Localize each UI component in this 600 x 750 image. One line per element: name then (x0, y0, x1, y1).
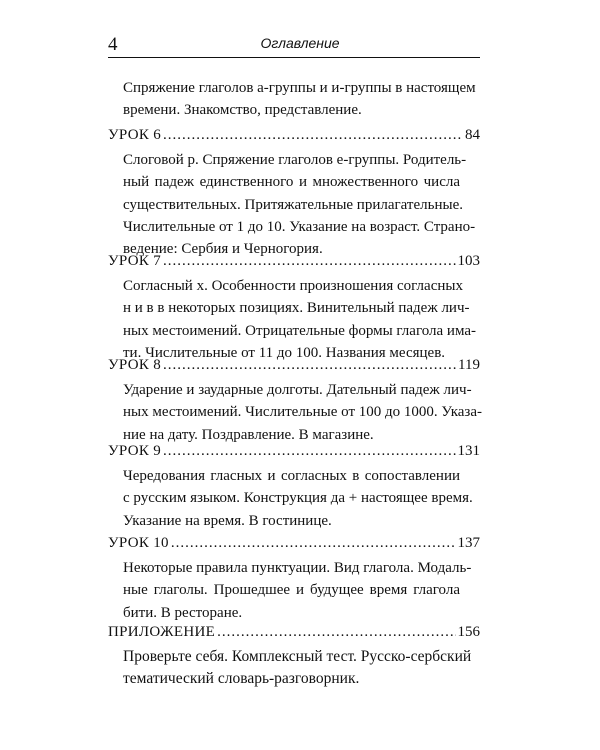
description-line: Чередования гласных и согласных в сопоставлении (123, 468, 460, 484)
dot-leader (163, 253, 455, 270)
header-rule (108, 57, 480, 58)
toc-entry-urok-9 (108, 443, 480, 465)
toc-entry-urok-7 (108, 253, 480, 275)
description-line: Проверьте себя. Комплексный тест. Русско-сербский (123, 648, 472, 665)
entry-page: 119 (458, 357, 480, 373)
description-line: Числительные от 1 до 10. Указание на возраст. Страно- (123, 218, 476, 235)
dot-leader (217, 624, 455, 641)
description-line: ных местоимений. Отрицательные формы глагола има- (123, 322, 476, 339)
entry-page: 84 (465, 127, 480, 143)
description-line: Согласный х. Особенности произношения согласных (123, 278, 463, 294)
entry-label: УРОК 10 (108, 535, 169, 551)
dot-leader (163, 443, 455, 460)
running-title: Оглавление (260, 35, 340, 51)
toc-entry-urok-8 (108, 357, 480, 379)
entry-description (123, 646, 472, 691)
description-line: ных местоимений. Числительные от 100 до 1000. Указа- (123, 404, 482, 421)
entry-label: УРОК 8 (108, 357, 162, 373)
entry-page: 156 (457, 624, 480, 640)
dot-leader (163, 357, 456, 374)
top-description (123, 77, 476, 122)
description-line: существительных. Притяжательные прилагательные. (123, 196, 463, 213)
description-line: бити. В ресторане. (123, 604, 243, 621)
entry-label: ПРИЛОЖЕНИЕ (108, 624, 216, 640)
dot-leader (171, 535, 456, 552)
description-line: ведение: Сербия и Черногория. (123, 241, 323, 258)
toc-entry-urok-6 (108, 127, 480, 149)
description-line: ние на дату. Поздравление. В магазине. (123, 426, 374, 443)
entry-page: 137 (457, 535, 480, 551)
description-line: ные глаголы. Прошедшее и будущее время глагола (123, 582, 460, 599)
entry-description (123, 557, 472, 624)
description-line: Указание на время. В гостинице. (123, 512, 332, 529)
entry-description (123, 379, 482, 446)
description-line: тематический словарь-разговорник. (123, 670, 360, 688)
description-line: Спряжение глаголов а-группы и и-группы в настоящем (123, 80, 476, 96)
description-line: Ударение и заударные долготы. Дательный падеж лич- (123, 382, 472, 398)
description-line: н и в в некоторых позициях. Винительный падеж лич- (123, 300, 470, 317)
entry-page: 131 (457, 443, 480, 459)
entry-description (123, 465, 473, 532)
entry-description (123, 149, 476, 260)
entry-label: УРОК 6 (108, 127, 162, 143)
description-line: Слоговой р. Спряжение глаголов е-группы. Родитель- (123, 152, 467, 168)
description-line: ный падеж единственного и множественного числа (123, 174, 460, 191)
entry-label: УРОК 7 (108, 253, 162, 269)
description-line: Некоторые правила пунктуации. Вид глагола. Модаль- (123, 560, 472, 576)
toc-entry-appendix (108, 624, 480, 646)
dot-leader (163, 127, 463, 144)
toc-entry-urok-10 (108, 535, 480, 557)
description-line: с русским языком. Конструкция да + настоящее время. (123, 490, 473, 507)
page-number: 4 (108, 34, 118, 55)
entry-description (123, 275, 476, 364)
entry-label: УРОК 9 (108, 443, 162, 459)
description-line: ти. Числительные от 11 до 100. Названия месяцев. (123, 344, 446, 361)
entry-page: 103 (457, 253, 480, 269)
description-line: времени. Знакомство, представление. (123, 102, 362, 119)
